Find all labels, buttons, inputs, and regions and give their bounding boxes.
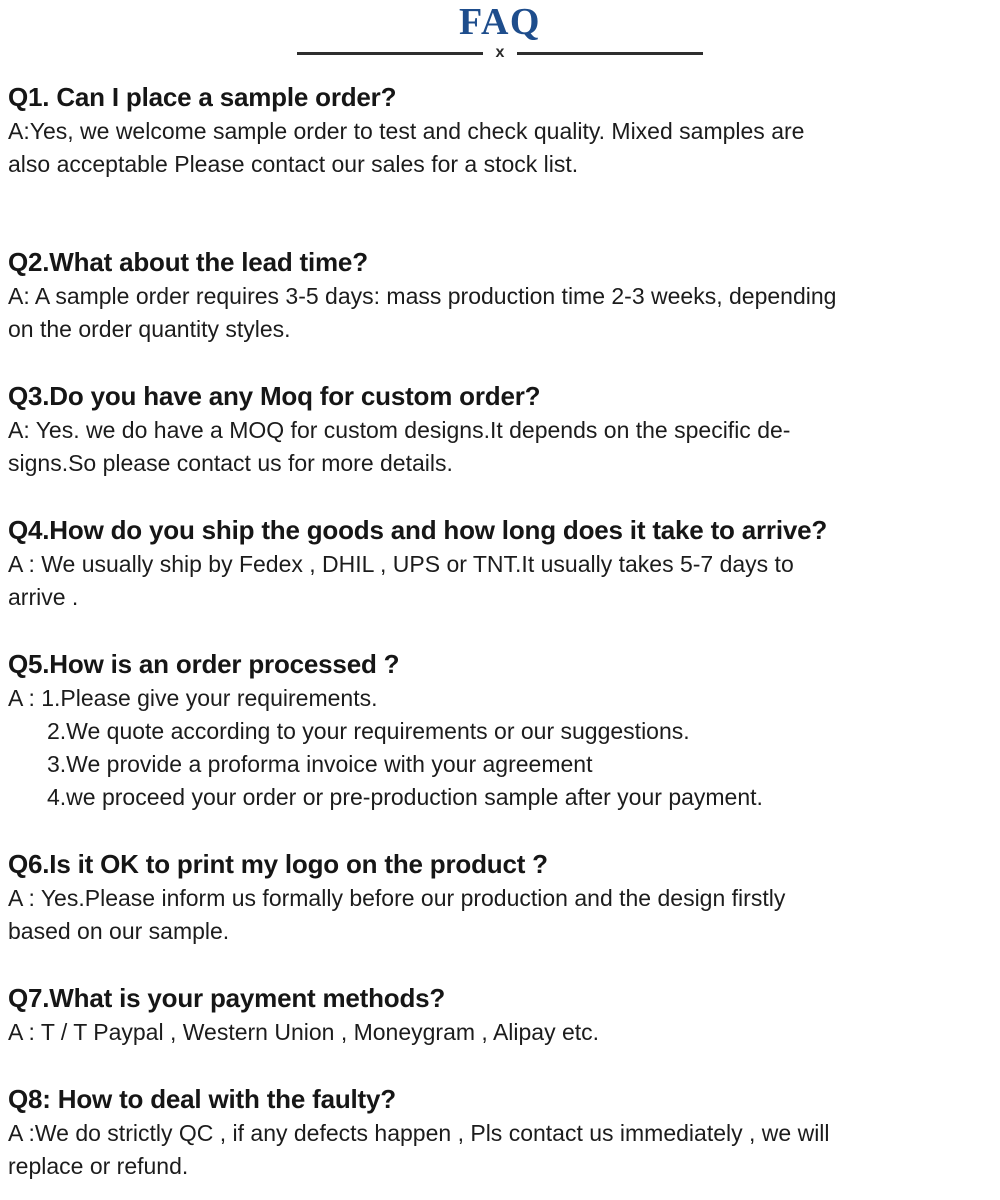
- faq-question-q1: Q1. Can I place a sample order?: [8, 82, 397, 112]
- faq-section-q6: [8, 847, 992, 948]
- divider-x-icon: x: [495, 44, 505, 61]
- faq-answer-line: A : We usually ship by Fedex , DHIL , UPS or TNT.It usually takes 5-7 days to: [8, 551, 794, 577]
- faq-question-q2: Q2.What about the lead time?: [8, 247, 368, 277]
- faq-answer-line: A: A sample order requires 3-5 days: mass production time 2-3 weeks, depending: [8, 283, 837, 309]
- page-title: FAQ: [459, 1, 541, 43]
- faq-answer-step-line: 3.We provide a proforma invoice with your agreement: [47, 751, 593, 777]
- faq-list: [0, 61, 1000, 1183]
- faq-answer-line: also acceptable Please contact our sales for a stock list.: [8, 151, 579, 177]
- title-divider: [0, 45, 1000, 61]
- faq-answer-line: signs.So please contact us for more details.: [8, 450, 453, 476]
- faq-question-q7: Q7.What is your payment methods?: [8, 983, 446, 1013]
- faq-section-q5: [8, 647, 992, 814]
- faq-answer-line: on the order quantity styles.: [8, 316, 291, 342]
- faq-answer-line: A : 1.Please give your requirements.: [8, 685, 378, 711]
- faq-question-q5: Q5.How is an order processed ?: [8, 649, 400, 679]
- faq-question-q8: Q8: How to deal with the faulty?: [8, 1084, 396, 1114]
- faq-section-q8: [8, 1082, 992, 1183]
- faq-answer-line: A :We do strictly QC , if any defects happen , Pls contact us immediately , we will: [8, 1120, 830, 1146]
- faq-answer-step-line: 4.we proceed your order or pre-production sample after your payment.: [47, 784, 763, 810]
- faq-question-q6: Q6.Is it OK to print my logo on the product ?: [8, 849, 548, 879]
- faq-section-q3: [8, 379, 992, 480]
- faq-header: [0, 0, 1000, 61]
- faq-section-q1: [8, 80, 992, 181]
- faq-answer-line: A : Yes.Please inform us formally before our production and the design firstly: [8, 885, 786, 911]
- faq-question-q4: Q4.How do you ship the goods and how long does it take to arrive?: [8, 515, 828, 545]
- divider-rule-right: [517, 52, 703, 55]
- faq-answer-line: A : T / T Paypal , Western Union , Moneygram , Alipay etc.: [8, 1019, 600, 1045]
- faq-answer-line: based on our sample.: [8, 918, 230, 944]
- faq-section-q2: [8, 245, 992, 346]
- faq-answer-line: replace or refund.: [8, 1153, 189, 1179]
- faq-section-q4: [8, 513, 992, 614]
- faq-answer-line: A: Yes. we do have a MOQ for custom designs.It depends on the specific de-: [8, 417, 791, 443]
- faq-section-q7: [8, 981, 992, 1049]
- divider-rule-left: [297, 52, 483, 55]
- faq-question-q3: Q3.Do you have any Moq for custom order?: [8, 381, 541, 411]
- faq-answer-step-line: 2.We quote according to your requirements or our suggestions.: [47, 718, 690, 744]
- faq-answer-line: A:Yes, we welcome sample order to test and check quality. Mixed samples are: [8, 118, 805, 144]
- faq-answer-line: arrive .: [8, 584, 79, 610]
